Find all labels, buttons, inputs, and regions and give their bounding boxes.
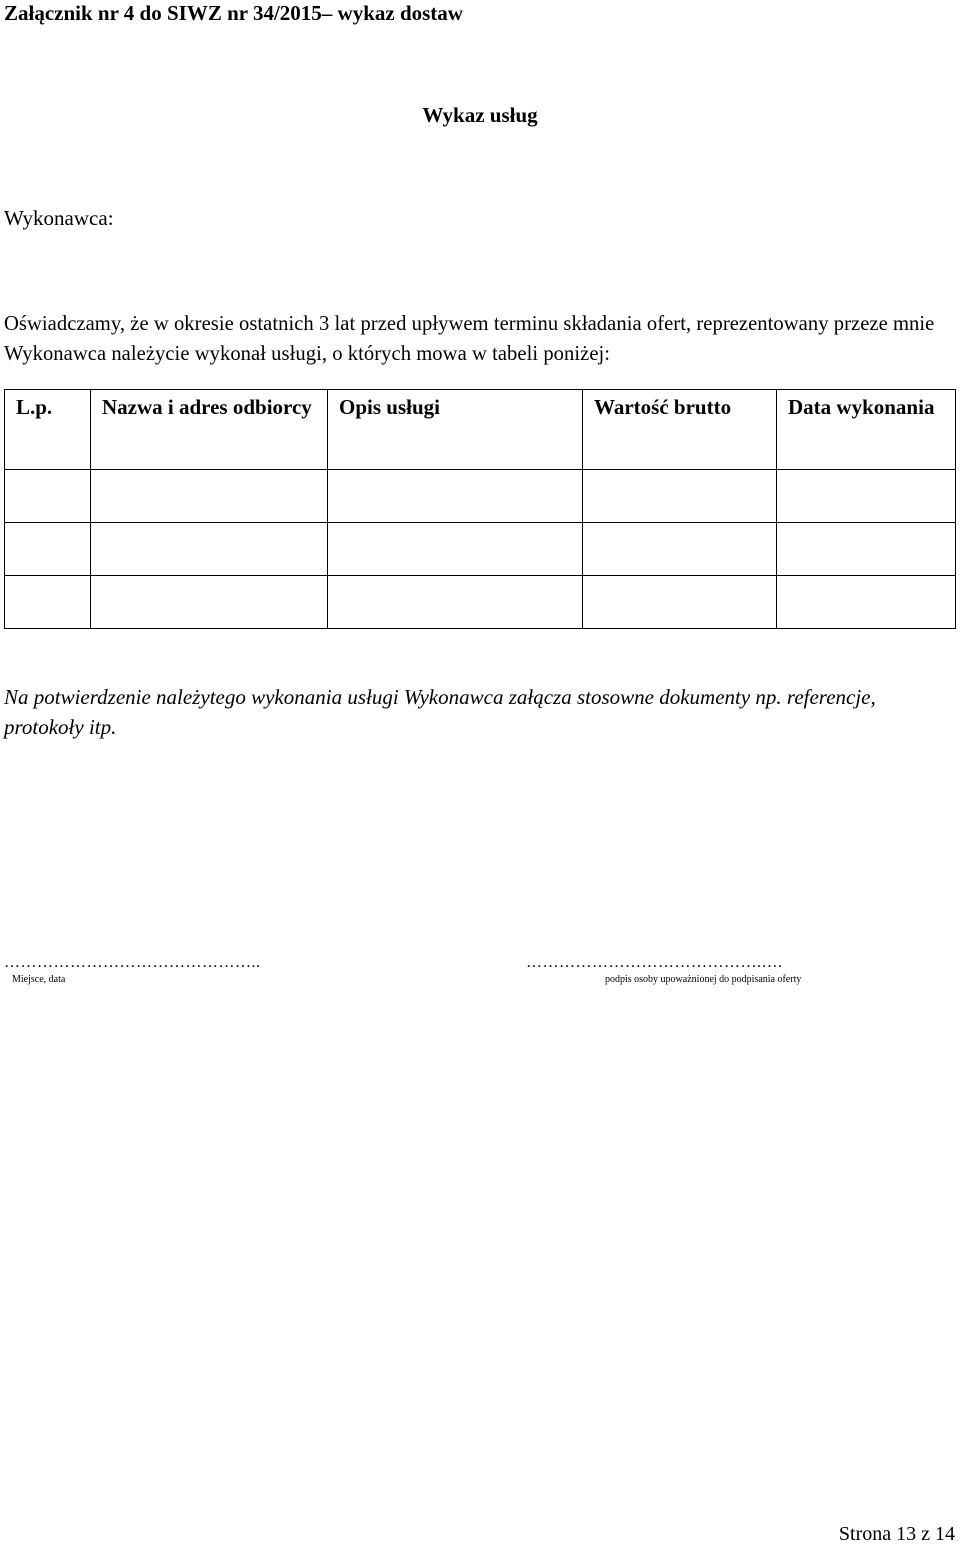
table-cell[interactable]: [328, 470, 583, 523]
column-header-completion-date: Data wykonania: [777, 390, 956, 470]
column-header-recipient: Nazwa i adres odbiorcy: [91, 390, 328, 470]
column-header-gross-value: Wartość brutto: [583, 390, 777, 470]
table-cell[interactable]: [583, 576, 777, 629]
table-cell[interactable]: [777, 470, 956, 523]
table-row: [5, 523, 956, 576]
column-header-description: Opis usługi: [328, 390, 583, 470]
table-cell[interactable]: [91, 470, 328, 523]
document-title: Wykaz usług: [422, 103, 538, 127]
signature-line: …………………………………….….: [526, 954, 783, 971]
table-cell[interactable]: [91, 576, 328, 629]
table-cell[interactable]: [328, 523, 583, 576]
attachment-header: Załącznik nr 4 do SIWZ nr 34/2015– wykaz dostaw: [4, 1, 463, 25]
table-cell[interactable]: [777, 523, 956, 576]
contractor-label: Wykonawca:: [4, 206, 114, 230]
page-number: Strona 13 z 14: [838, 1523, 955, 1545]
table-cell[interactable]: [583, 470, 777, 523]
table-cell[interactable]: [777, 576, 956, 629]
statement-paragraph: Oświadczamy, że w okresie ostatnich 3 lat przed upływem terminu składania ofert, reprezentowany przeze mnie Wykonawca należycie wykonał usługi, o których mowa w tabeli poniżej:: [4, 313, 935, 365]
confirmation-note: Na potwierdzenie należytego wykonania usługi Wykonawca załącza stosowne dokumenty np. referencje, protokoły itp.: [4, 685, 876, 739]
table-cell[interactable]: [5, 470, 91, 523]
table-cell[interactable]: [5, 576, 91, 629]
place-date-label: Miejsce, data: [12, 974, 66, 985]
table-cell[interactable]: [328, 576, 583, 629]
signature-label: podpis osoby upoważnionej do podpisania oferty: [605, 974, 802, 985]
table-cell[interactable]: [583, 523, 777, 576]
table-cell[interactable]: [91, 523, 328, 576]
column-header-lp: L.p.: [5, 390, 91, 470]
services-table: [4, 389, 956, 629]
table-cell[interactable]: [5, 523, 91, 576]
table-row: [5, 470, 956, 523]
place-date-line: ………………………………………..: [4, 954, 261, 971]
table-header-row: [5, 390, 956, 470]
table-row: [5, 576, 956, 629]
